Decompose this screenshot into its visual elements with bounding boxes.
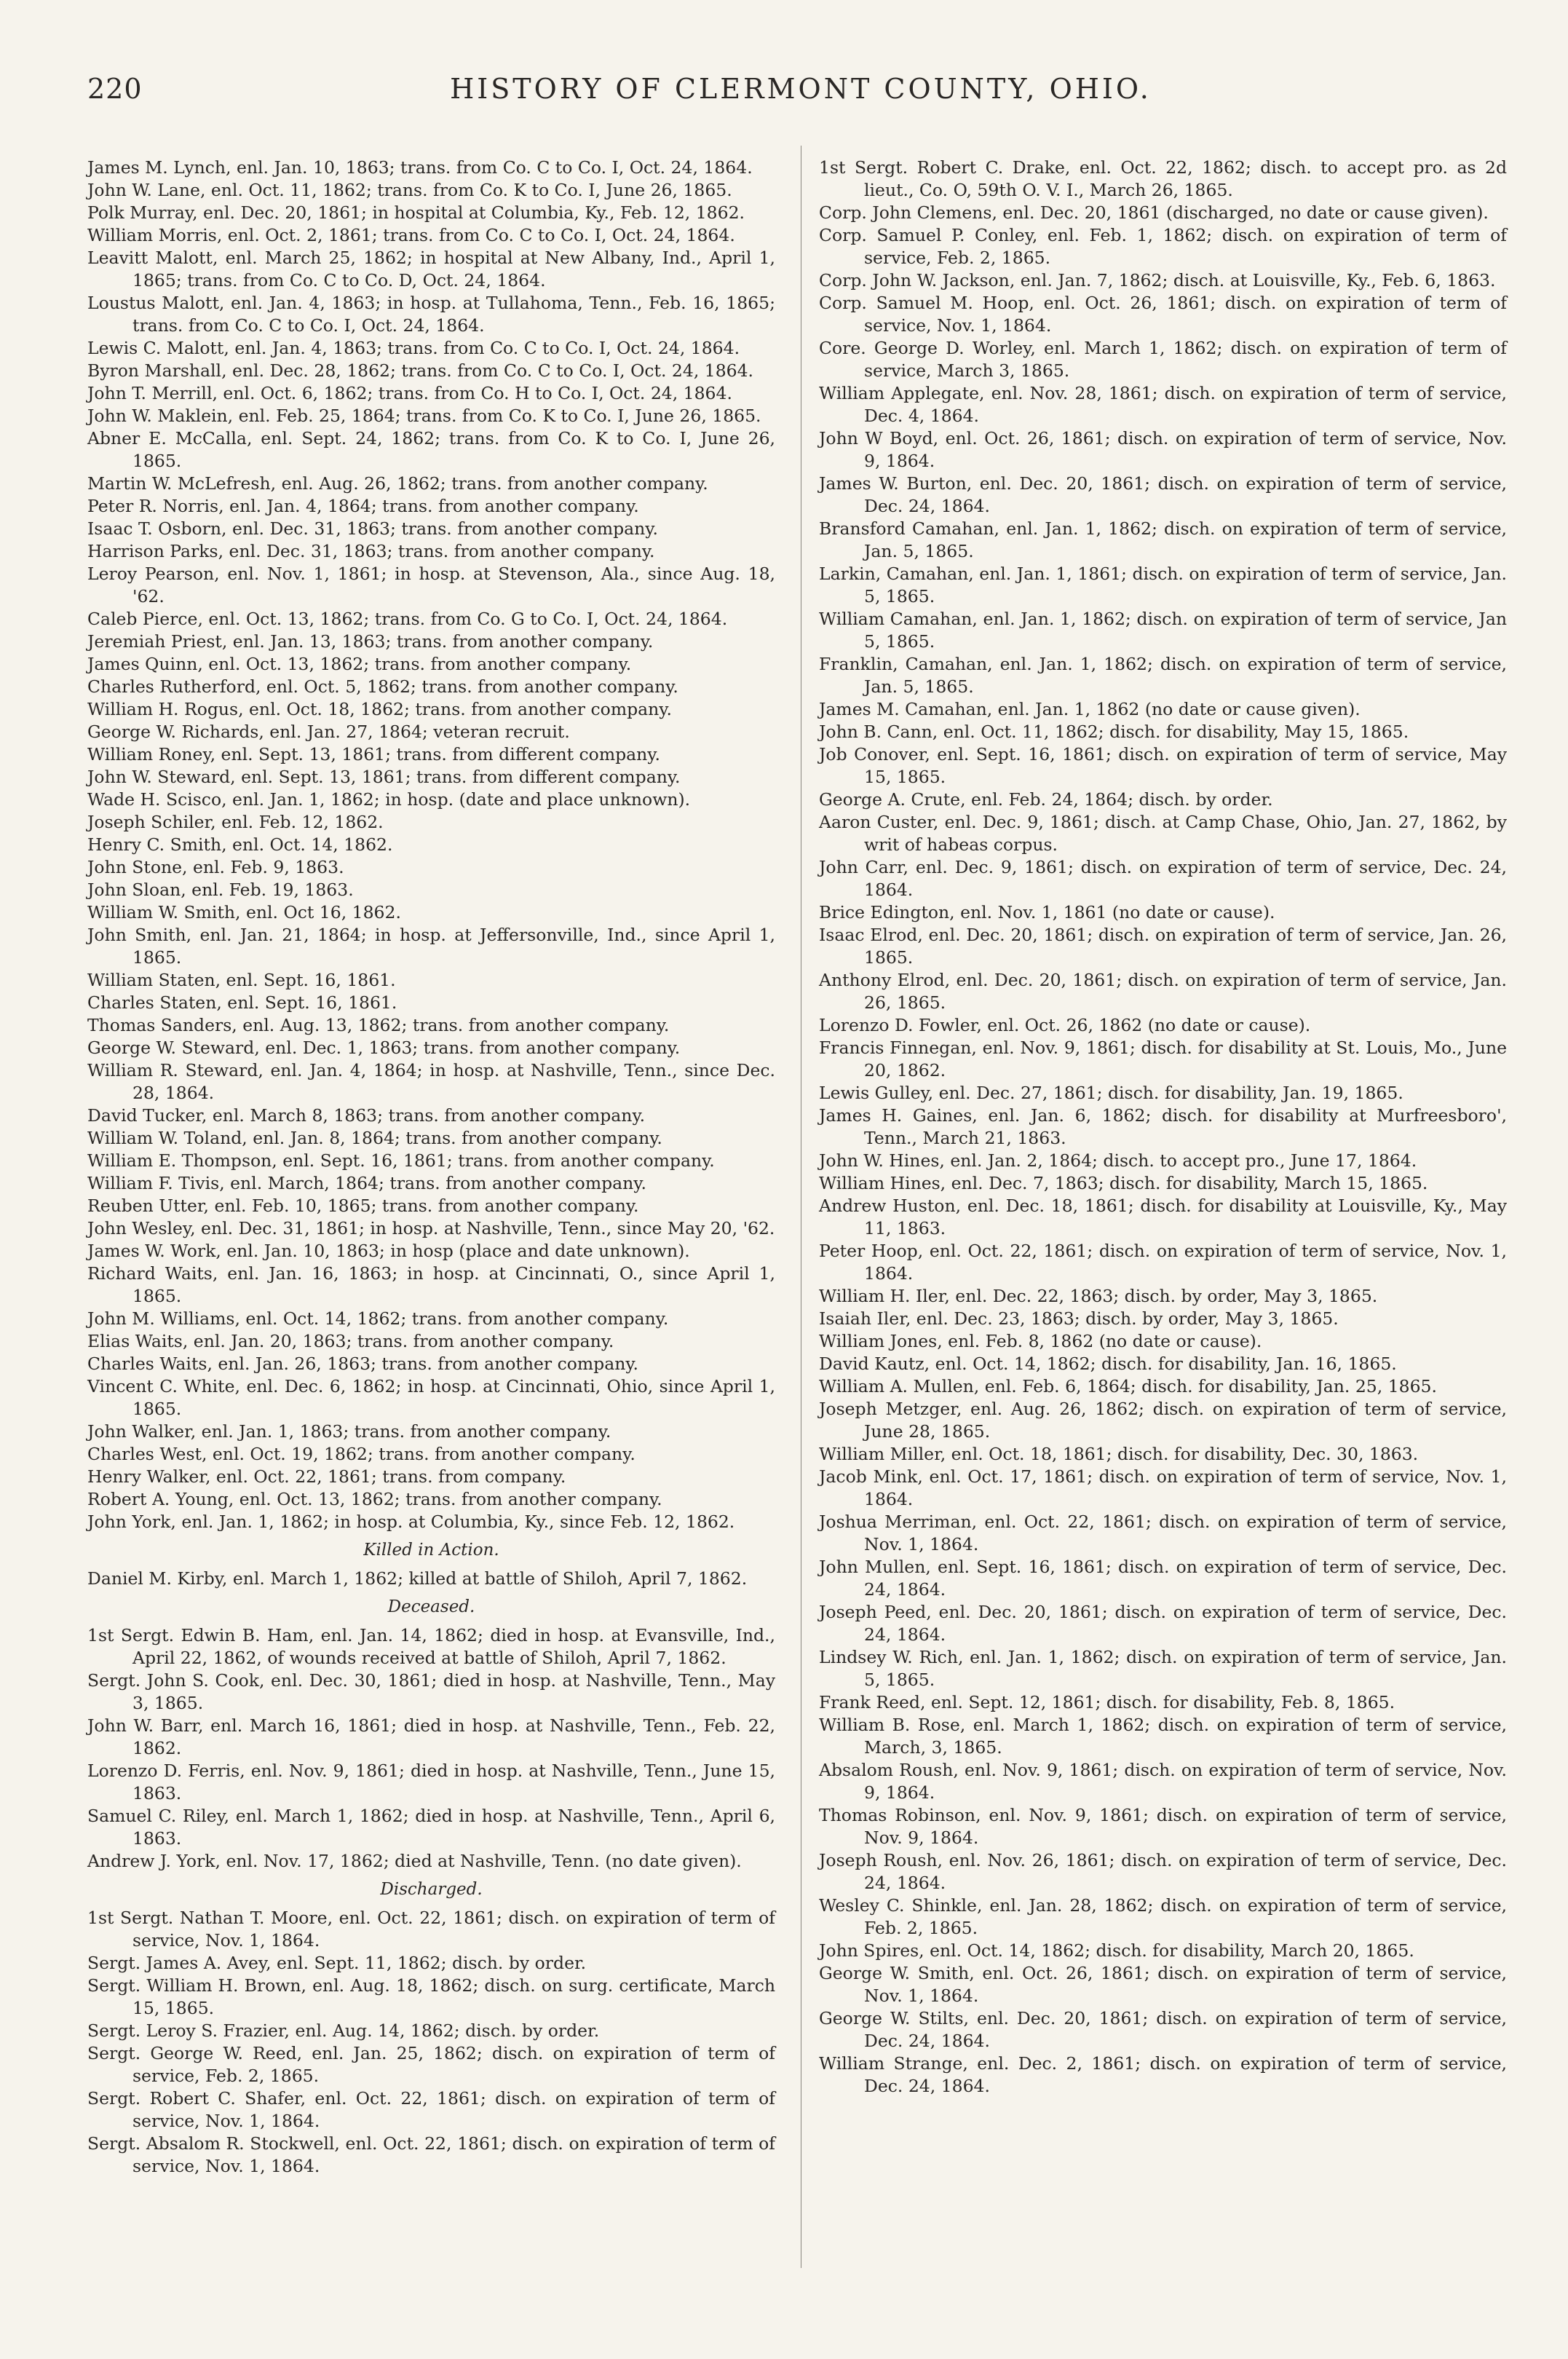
roster-entry: Job Conover, enl. Sept. 16, 1861; disch. on expiration of term of service, May 15, 1865. — [819, 744, 1507, 787]
roster-entry: Lorenzo D. Ferris, enl. Nov. 9, 1861; died in hosp. at Nashville, Tenn., June 15, 1863. — [87, 1761, 775, 1803]
roster-entry: James M. Camahan, enl. Jan. 1, 1862 (no date or cause given). — [819, 699, 1361, 719]
killed-in-action-list — [87, 1568, 775, 1590]
roster-entry: William R. Steward, enl. Jan. 4, 1864; in hosp. at Nashville, Tenn., since Dec. 28, 1864. — [87, 1060, 775, 1103]
roster-entry: William H. Rogus, enl. Oct. 18, 1862; trans. from another company. — [87, 699, 672, 719]
roster-entry: John M. Williams, enl. Oct. 14, 1862; trans. from another company. — [87, 1308, 669, 1329]
roster-entry: Polk Murray, enl. Dec. 20, 1861; in hospital at Columbia, Ky., Feb. 12, 1862. — [87, 202, 745, 223]
running-title: HISTORY OF CLERMONT COUNTY, OHIO. — [450, 73, 1152, 105]
roster-entry: James Quinn, enl. Oct. 13, 1862; trans. from another company. — [87, 654, 632, 674]
roster-entry: John Mullen, enl. Sept. 16, 1861; disch. on expiration of term of service, Dec. 24, 1864. — [819, 1557, 1507, 1600]
roster-entry: John Sloan, enl. Feb. 19, 1863. — [87, 880, 354, 900]
roster-entry: Joshua Merriman, enl. Oct. 22, 1861; disch. on expiration of term of service, Nov. 1, 1864. — [819, 1512, 1507, 1554]
roster-entry: John W. Lane, enl. Oct. 11, 1862; trans. from Co. K to Co. I, June 26, 1865. — [87, 180, 732, 200]
roster-entry: James H. Gaines, enl. Jan. 6, 1862; disch. for disability at Murfreesboro', Tenn., March 21, 1863. — [819, 1105, 1507, 1148]
roster-entry: Sergt. Leroy S. Frazier, enl. Aug. 14, 1862; disch. by order. — [87, 2020, 600, 2041]
roster-entry: John Wesley, enl. Dec. 31, 1861; in hosp. at Nashville, Tenn., since May 20, '62. — [87, 1218, 775, 1238]
roster-entry: John Spires, enl. Oct. 14, 1862; disch. for disability, March 20, 1865. — [819, 1940, 1414, 1961]
roster-entry: Anthony Elrod, enl. Dec. 20, 1861; disch. on expiration of term of service, Jan. 26, 1865. — [819, 970, 1507, 1013]
roster-entry: Daniel M. Kirby, enl. March 1, 1862; killed at battle of Shiloh, April 7, 1862. — [87, 1568, 748, 1589]
roster-entry: Abner E. McCalla, enl. Sept. 24, 1862; trans. from Co. K to Co. I, June 26, 1865. — [87, 428, 775, 471]
roster-entry: William Morris, enl. Oct. 2, 1861; trans. from Co. C to Co. I, Oct. 24, 1864. — [87, 225, 735, 245]
roster-entry: Brice Edington, enl. Nov. 1, 1861 (no date or cause). — [819, 902, 1275, 922]
roster-entry: Jacob Mink, enl. Oct. 17, 1861; disch. on expiration of term of service, Nov. 1, 1864. — [819, 1466, 1507, 1509]
roster-entry: Charles Waits, enl. Jan. 26, 1863; trans. from another company. — [87, 1354, 638, 1374]
roster-entry: Peter Hoop, enl. Oct. 22, 1861; disch. on expiration of term of service, Nov. 1, 1864. — [819, 1241, 1507, 1284]
roster-entry: Loustus Malott, enl. Jan. 4, 1863; in hosp. at Tullahoma, Tenn., Feb. 16, 1865; trans. from Co. C to Co. I, Oct. 24, 1864. — [87, 293, 775, 336]
roster-entry: Isaac T. Osborn, enl. Dec. 31, 1863; trans. from another company. — [87, 518, 658, 539]
roster-entry: William E. Thompson, enl. Sept. 16, 1861; trans. from another company. — [87, 1150, 715, 1171]
discharged-heading: Discharged. — [380, 1880, 483, 1899]
roster-entry: John W. Hines, enl. Jan. 2, 1864; disch. to accept pro., June 17, 1864. — [819, 1150, 1417, 1171]
roster-entry: Caleb Pierce, enl. Oct. 13, 1862; trans. from Co. G to Co. I, Oct. 24, 1864. — [87, 609, 728, 629]
roster-entry: John W. Steward, enl. Sept. 13, 1861; trans. from different company. — [87, 767, 681, 787]
roster-entry: Samuel C. Riley, enl. March 1, 1862; died in hosp. at Nashville, Tenn., April 6, 1863. — [87, 1806, 775, 1849]
roster-entry: Byron Marshall, enl. Dec. 28, 1862; trans. from Co. C to Co. I, Oct. 24, 1864. — [87, 360, 754, 381]
roster-entry: Isaac Elrod, enl. Dec. 20, 1861; disch. on expiration of term of service, Jan. 26, 1865. — [819, 925, 1507, 968]
deceased-list — [87, 1624, 775, 1873]
roster-entry: Andrew Huston, enl. Dec. 18, 1861; disch. for disability at Louisville, Ky., May 11, 1863. — [819, 1196, 1507, 1238]
roster-entry: Sergt. Robert C. Shafer, enl. Oct. 22, 1861; disch. on expiration of term of service, Nov. 1, 1864. — [87, 2088, 775, 2131]
roster-entry: George W. Steward, enl. Dec. 1, 1863; trans. from another company. — [87, 1038, 681, 1058]
roster-entry: Sergt. James A. Avey, enl. Sept. 11, 1862; disch. by order. — [87, 1953, 587, 1973]
roster-entry: Joseph Roush, enl. Nov. 26, 1861; disch. on expiration of term of service, Dec. 24, 1864. — [819, 1850, 1507, 1893]
discharged-list — [87, 1907, 775, 2178]
roster-entry: Reuben Utter, enl. Feb. 10, 1865; trans. from another company. — [87, 1196, 639, 1216]
roster-entry: Absalom Roush, enl. Nov. 9, 1861; disch. on expiration of term of service, Nov. 9, 1864. — [819, 1760, 1507, 1803]
roster-entry: Larkin, Camahan, enl. Jan. 1, 1861; disch. on expiration of term of service, Jan. 5, 1865. — [819, 564, 1507, 606]
roster-entry: William Applegate, enl. Nov. 28, 1861; disch. on expiration of term of service, Dec. 4, 1864. — [819, 383, 1507, 426]
roster-entry: 1st Sergt. Robert C. Drake, enl. Oct. 22, 1862; disch. to accept pro. as 2d lieut., Co. O, 59th O. V. I., March 26, 1865. — [819, 157, 1507, 200]
roster-entry: Lindsey W. Rich, enl. Jan. 1, 1862; disch. on expiration of term of service, Jan. 5, 1865. — [819, 1647, 1507, 1690]
roster-entry: John Walker, enl. Jan. 1, 1863; trans. from another company. — [87, 1421, 611, 1442]
roster-entry: Aaron Custer, enl. Dec. 9, 1861; disch. at Camp Chase, Ohio, Jan. 27, 1862, by writ of habeas corpus. — [819, 812, 1507, 855]
roster-entry: Corp. Samuel P. Conley, enl. Feb. 1, 1862; disch. on expiration of term of service, Feb. 2, 1865. — [819, 225, 1507, 268]
roster-entry: William B. Rose, enl. March 1, 1862; disch. on expiration of term of service, March, 3, 1865. — [819, 1715, 1507, 1758]
roster-entry: John B. Cann, enl. Oct. 11, 1862; disch. for disability, May 15, 1865. — [819, 722, 1409, 742]
roster-entry: John W. Barr, enl. March 16, 1861; died in hosp. at Nashville, Tenn., Feb. 22, 1862. — [87, 1715, 775, 1758]
roster-entry: 1st Sergt. Nathan T. Moore, enl. Oct. 22, 1861; disch. on expiration of term of service, Nov. 1, 1864. — [87, 1908, 775, 1951]
left-column — [87, 157, 775, 2178]
roster-entry: Sergt. George W. Reed, enl. Jan. 25, 1862; disch. on expiration of term of service, Feb. 2, 1865. — [87, 2043, 775, 2086]
roster-entry: Core. George D. Worley, enl. March 1, 1862; disch. on expiration of term of service, March 3, 1865. — [819, 338, 1507, 381]
roster-entry: Vincent C. White, enl. Dec. 6, 1862; in hosp. at Cincinnati, Ohio, since April 1, 1865. — [87, 1376, 775, 1419]
deceased-heading: Deceased. — [387, 1597, 475, 1616]
roster-entry: Franklin, Camahan, enl. Jan. 1, 1862; disch. on expiration of term of service, Jan. 5, 1865. — [819, 654, 1507, 697]
roster-entry: Richard Waits, enl. Jan. 16, 1863; in hosp. at Cincinnati, O., since April 1, 1865. — [87, 1263, 775, 1306]
roster-entry: Lewis Gulley, enl. Dec. 27, 1861; disch. for disability, Jan. 19, 1865. — [819, 1083, 1403, 1103]
roster-entry: Isaiah Iler, enl. Dec. 23, 1863; disch. by order, May 3, 1865. — [819, 1308, 1339, 1329]
roster-entry: Sergt. John S. Cook, enl. Dec. 30, 1861; died in hosp. at Nashville, Tenn., May 3, 1865. — [87, 1670, 775, 1713]
right-column — [819, 157, 1507, 2098]
roster-entry: William Jones, enl. Feb. 8, 1862 (no date or cause). — [819, 1331, 1262, 1351]
roster-entry: Sergt. Absalom R. Stockwell, enl. Oct. 22, 1861; disch. on expiration of term of service, Nov. 1, 1864. — [87, 2133, 775, 2176]
roster-entry: Henry Walker, enl. Oct. 22, 1861; trans. from company. — [87, 1466, 566, 1487]
roster-entry: Jeremiah Priest, enl. Jan. 13, 1863; trans. from another company. — [87, 631, 654, 652]
roster-entry: Bransford Camahan, enl. Jan. 1, 1862; disch. on expiration of term of service, Jan. 5, 1865. — [819, 518, 1507, 561]
roster-entry: David Tucker, enl. March 8, 1863; trans. from another company. — [87, 1105, 646, 1126]
roster-entry: John Carr, enl. Dec. 9, 1861; disch. on expiration of term of service, Dec. 24, 1864. — [819, 857, 1507, 900]
roster-entry: George W. Stilts, enl. Dec. 20, 1861; disch. on expiration of term of service, Dec. 24, 1864. — [819, 2008, 1507, 2051]
roster-entry: John York, enl. Jan. 1, 1862; in hosp. at Columbia, Ky., since Feb. 12, 1862. — [87, 1512, 735, 1532]
roster-entry: Wade H. Scisco, enl. Jan. 1, 1862; in hosp. (date and place unknown). — [87, 789, 691, 810]
roster-entry: Frank Reed, enl. Sept. 12, 1861; disch. for disability, Feb. 8, 1865. — [819, 1692, 1395, 1712]
roster-entry: Lewis C. Malott, enl. Jan. 4, 1863; trans. from Co. C to Co. I, Oct. 24, 1864. — [87, 338, 740, 358]
killed-in-action-heading: Killed in Action. — [363, 1541, 499, 1560]
roster-entry: John Stone, enl. Feb. 9, 1863. — [87, 857, 344, 877]
roster-entry: Sergt. William H. Brown, enl. Aug. 18, 1862; disch. on surg. certificate, March 15, 1865. — [87, 1975, 775, 2018]
roster-entry: Henry C. Smith, enl. Oct. 14, 1862. — [87, 834, 393, 855]
page-number: 220 — [87, 73, 143, 105]
roster-entry: Charles West, enl. Oct. 19, 1862; trans. from another company. — [87, 1444, 635, 1464]
roster-entry: William Miller, enl. Oct. 18, 1861; disch. for disability, Dec. 30, 1863. — [819, 1444, 1419, 1464]
roster-entry: William W. Smith, enl. Oct 16, 1862. — [87, 902, 401, 922]
roster-entry: David Kautz, enl. Oct. 14, 1862; disch. for disability, Jan. 16, 1865. — [819, 1354, 1397, 1374]
roster-entry: Francis Finnegan, enl. Nov. 9, 1861; disch. for disability at St. Louis, Mo., June 20, 1862. — [819, 1038, 1507, 1080]
roster-entry: George W. Smith, enl. Oct. 26, 1861; disch. on expiration of term of service, Nov. 1, 1864. — [819, 1963, 1507, 2006]
roster-entry: 1st Sergt. Edwin B. Ham, enl. Jan. 14, 1862; died in hosp. at Evansville, Ind., April 22, 1862, of wounds received at battle of Shiloh, April 7, 1862. — [87, 1625, 775, 1668]
roster-entry: Thomas Sanders, enl. Aug. 13, 1862; trans. from another company. — [87, 1015, 670, 1035]
roster-entry: George A. Crute, enl. Feb. 24, 1864; disch. by order. — [819, 789, 1273, 810]
discharged-list-continued — [819, 157, 1507, 2098]
roster-entry: Joseph Metzger, enl. Aug. 26, 1862; disch. on expiration of term of service, June 28, 1865. — [819, 1399, 1507, 1442]
roster-entry: John T. Merrill, enl. Oct. 6, 1862; trans. from Co. H to Co. I, Oct. 24, 1864. — [87, 383, 732, 403]
roster-list — [87, 157, 775, 1533]
roster-entry: William Camahan, enl. Jan. 1, 1862; disch. on expiration of term of service, Jan 5, 1865. — [819, 609, 1507, 652]
roster-entry: William W. Toland, enl. Jan. 8, 1864; trans. from another company. — [87, 1128, 662, 1148]
roster-entry: William H. Iler, enl. Dec. 22, 1863; disch. by order, May 3, 1865. — [819, 1286, 1378, 1306]
roster-entry: Thomas Robinson, enl. Nov. 9, 1861; disch. on expiration of term of service, Nov. 9, 1864. — [819, 1805, 1507, 1848]
roster-entry: George W. Richards, enl. Jan. 27, 1864; veteran recruit. — [87, 722, 570, 742]
roster-entry: Corp. Samuel M. Hoop, enl. Oct. 26, 1861; disch. on expiration of term of service, Nov. 1, 1864. — [819, 293, 1507, 336]
roster-entry: William Hines, enl. Dec. 7, 1863; disch. for disability, March 15, 1865. — [819, 1173, 1428, 1193]
roster-entry: Wesley C. Shinkle, enl. Jan. 28, 1862; disch. on expiration of term of service, Feb. 2, 1865. — [819, 1895, 1507, 1938]
roster-entry: William F. Tivis, enl. March, 1864; trans. from another company. — [87, 1173, 646, 1193]
roster-entry: Charles Rutherford, enl. Oct. 5, 1862; trans. from another company. — [87, 676, 678, 697]
roster-entry: Leavitt Malott, enl. March 25, 1862; in hospital at New Albany, Ind., April 1, 1865; trans. from Co. C to Co. D, Oct. 24, 1864. — [87, 248, 775, 291]
roster-entry: William Strange, enl. Dec. 2, 1861; disch. on expiration of term of service, Dec. 24, 1864. — [819, 2053, 1507, 2096]
roster-entry: Charles Staten, enl. Sept. 16, 1861. — [87, 992, 397, 1013]
roster-entry: John Smith, enl. Jan. 21, 1864; in hosp. at Jeffersonville, Ind., since April 1, 1865. — [87, 925, 775, 968]
roster-entry: Peter R. Norris, enl. Jan. 4, 1864; trans. from another company. — [87, 496, 639, 516]
roster-entry: Corp. John Clemens, enl. Dec. 20, 1861 (discharged, no date or cause given). — [819, 202, 1489, 223]
roster-entry: Joseph Schiler, enl. Feb. 12, 1862. — [87, 812, 384, 832]
roster-entry: Leroy Pearson, enl. Nov. 1, 1861; in hosp. at Stevenson, Ala., since Aug. 18, '62. — [87, 564, 775, 606]
roster-entry: William A. Mullen, enl. Feb. 6, 1864; disch. for disability, Jan. 25, 1865. — [819, 1376, 1437, 1396]
roster-entry: James W. Burton, enl. Dec. 20, 1861; disch. on expiration of term of service, Dec. 24, 1864. — [819, 473, 1507, 516]
roster-entry: Joseph Peed, enl. Dec. 20, 1861; disch. on expiration of term of service, Dec. 24, 1864. — [819, 1602, 1507, 1645]
roster-entry: Martin W. McLefresh, enl. Aug. 26, 1862; trans. from another company. — [87, 473, 708, 494]
roster-entry: Robert A. Young, enl. Oct. 13, 1862; trans. from another company. — [87, 1489, 662, 1509]
page-header — [87, 73, 1514, 124]
roster-entry: Elias Waits, enl. Jan. 20, 1863; trans. from another company. — [87, 1331, 614, 1351]
roster-entry: William Staten, enl. Sept. 16, 1861. — [87, 970, 396, 990]
roster-entry: John W Boyd, enl. Oct. 26, 1861; disch. on expiration of term of service, Nov. 9, 1864. — [819, 428, 1507, 471]
roster-entry: James W. Work, enl. Jan. 10, 1863; in hosp (place and date unknown). — [87, 1241, 690, 1261]
roster-entry: James M. Lynch, enl. Jan. 10, 1863; trans. from Co. C to Co. I, Oct. 24, 1864. — [87, 157, 753, 178]
roster-entry: Andrew J. York, enl. Nov. 17, 1862; died at Nashville, Tenn. (no date given). — [87, 1851, 742, 1871]
roster-entry: Lorenzo D. Fowler, enl. Oct. 26, 1862 (no date or cause). — [819, 1015, 1311, 1035]
roster-entry: William Roney, enl. Sept. 13, 1861; trans. from different company. — [87, 744, 660, 764]
roster-entry: John W. Maklein, enl. Feb. 25, 1864; trans. from Co. K to Co. I, June 26, 1865. — [87, 406, 761, 426]
roster-entry: Corp. John W. Jackson, enl. Jan. 7, 1862; disch. at Louisville, Ky., Feb. 6, 1863. — [819, 270, 1496, 291]
roster-entry: Harrison Parks, enl. Dec. 31, 1863; trans. from another company. — [87, 541, 655, 561]
